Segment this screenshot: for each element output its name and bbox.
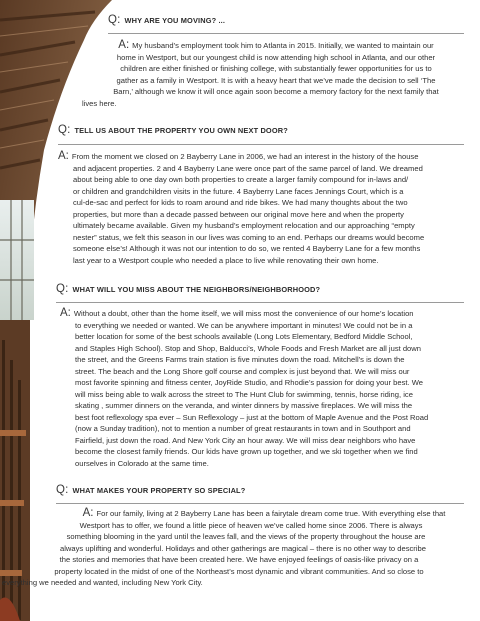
divider-rule — [108, 33, 464, 34]
a-mark: A: — [82, 507, 94, 519]
answer-line: about being able to one day own both properties to create a larger family compound for in-laws and/ — [73, 175, 409, 184]
answer-line: Fairfield, just down the road. And New York City an hour away. We will miss dear neighbors who have — [75, 435, 416, 445]
answer-line: become the closest family friends. Our kids have grown up together, and we ski together when we find — [75, 447, 418, 456]
answer-line: gather as a family in Westport. It is with a heavy heart that we’ve made the decision to sell ‘The — [116, 75, 436, 85]
answer-line: something blooming in the yard until the leaves fall, and the views of the property throughout the house are — [66, 532, 426, 541]
answer-line: skating , summer dinners on the veranda, and winter dinners by massive fireplaces. We will miss the — [75, 401, 413, 410]
question-heading — [56, 283, 320, 295]
answer-line: Westport has to offer, we found a little piece of heaven we’ve called home since 2006. There is always — [79, 520, 423, 530]
answer-block — [60, 308, 474, 469]
answer-block — [80, 40, 472, 109]
answer-line: A: My husband’s employment took him to Atlanta in 2015. Initially, we wanted to maintain our — [118, 39, 434, 51]
answer-line: last year to a Westport couple who needed a place to live while renovating their own home. — [73, 255, 379, 265]
q-mark: Q: — [56, 484, 69, 496]
answer-line: property located in the midst of one of the Northeast’s most dynamic and vibrant communities. And so close to — [54, 566, 424, 576]
answer-line: to everything we needed or wanted. We can be anywhere important in minutes! We could not be in a — [75, 320, 413, 330]
a-mark: A: — [118, 39, 130, 51]
divider-rule — [56, 302, 464, 303]
a-mark: A: — [60, 307, 71, 319]
answer-line: someone else’s! Although it was not our intention to do so, we rented 4 Bayberry Lane for a few months — [73, 244, 421, 253]
answer-line: A: For our family, living at 2 Bayberry Lane has been a fairytale dream come true. With everything else that — [82, 507, 446, 519]
answer-line: ultimately became available. Given my husband’s employment relocation and our approaching “empty — [73, 221, 415, 230]
q-mark: Q: — [108, 14, 121, 26]
answer-line: the stories and memories that have been created here. We have enjoyed feelings of oasis-like privacy on a — [59, 555, 419, 564]
answer-line: cul-de-sac and perfect for kids to roam around and ride bikes. We had many thoughts about the two — [73, 198, 408, 207]
question-heading — [58, 124, 288, 136]
answer-line: the street, and the Greens Farms train station is five minutes down the road. Mitchell’s is down the — [75, 355, 405, 364]
q-mark: Q: — [58, 124, 71, 136]
divider-rule — [56, 503, 464, 504]
answer-line: or children and grandchildren visits in the future. 4 Bayberry Lane faces Jennings Court, which is a — [73, 186, 404, 196]
answer-line: everything we needed and wanted, including New York City. — [2, 578, 203, 587]
answer-line: and Staples High School). Stop and Shop, Balducci’s, Whole Foods and Fresh Market are all just down — [75, 343, 421, 353]
answer-block — [58, 151, 472, 266]
answer-block — [2, 508, 476, 589]
answer-line: (now a Sunday tradition), not to mention a number of great restaurants in town and in Southport and — [75, 424, 411, 433]
question-heading — [56, 484, 245, 496]
answer-line: properties, but more than a decade passed between our original move here and when the property — [73, 209, 404, 219]
answer-line: most favorite spinning and fitness center, JoyRide Studio, and Rhodie’s passion for doing your best. We — [75, 378, 423, 387]
answer-line: children are either finished or finishing college, with substantially fewer opportunities for us to — [120, 64, 432, 73]
answer-line: always uplifting and wonderful. Holidays and other gatherings are magical – there is no other way to describe — [60, 543, 426, 553]
answer-line: A: From the moment we closed on 2 Bayberry Lane in 2006, we had an interest in the history of the house — [58, 150, 419, 162]
question-text: TELL US ABOUT THE PROPERTY YOU OWN NEXT DOOR? — [74, 126, 288, 135]
a-mark: A: — [58, 150, 69, 162]
question-text: WHAT MAKES YOUR PROPERTY SO SPECIAL? — [72, 486, 246, 495]
answer-line: better location for some of the best schools available (Long Lots Elementary, Bedford Middle School, — [75, 332, 413, 341]
answer-line: home in Westport, but our youngest child is now attending high school in Atlanta, and our other — [116, 52, 436, 62]
answer-line: street. The beach and the Long Shore golf course and complex is just beyond that. We will miss our — [75, 366, 410, 376]
q-mark: Q: — [56, 283, 69, 295]
answer-line: nester” status, we felt this season in our lives was coming to an end. Perhaps our dreams would become — [73, 232, 425, 242]
question-heading — [108, 14, 225, 26]
question-text: WHY ARE YOU MOVING? ... — [124, 16, 226, 25]
answer-line: lives here. — [82, 98, 117, 108]
question-text: WHAT WILL YOU MISS ABOUT THE NEIGHBORS/NEIGHBORHOOD? — [72, 285, 321, 294]
divider-rule — [58, 144, 464, 145]
answer-line: and adjacent properties. 2 and 4 Bayberry Lane were once part of the same parcel of land. We dreamed — [73, 163, 423, 173]
answer-line: will miss being able to walk across the street to The Hunt Club for swimming, tennis, horse riding, ice — [75, 389, 413, 399]
answer-line: A: Without a doubt, other than the home itself, we will miss most the convenience of our home’s location — [60, 307, 414, 319]
answer-line: Barn,’ although we know it will once again soon become a memory factory for the next family that — [113, 87, 439, 96]
answer-line: best foot reflexology spa ever – Sun Reflexology – just at the bottom of Maple Avenue and the Post Road — [75, 412, 429, 422]
answer-line: ourselves in Colorado at the same time. — [75, 458, 209, 468]
